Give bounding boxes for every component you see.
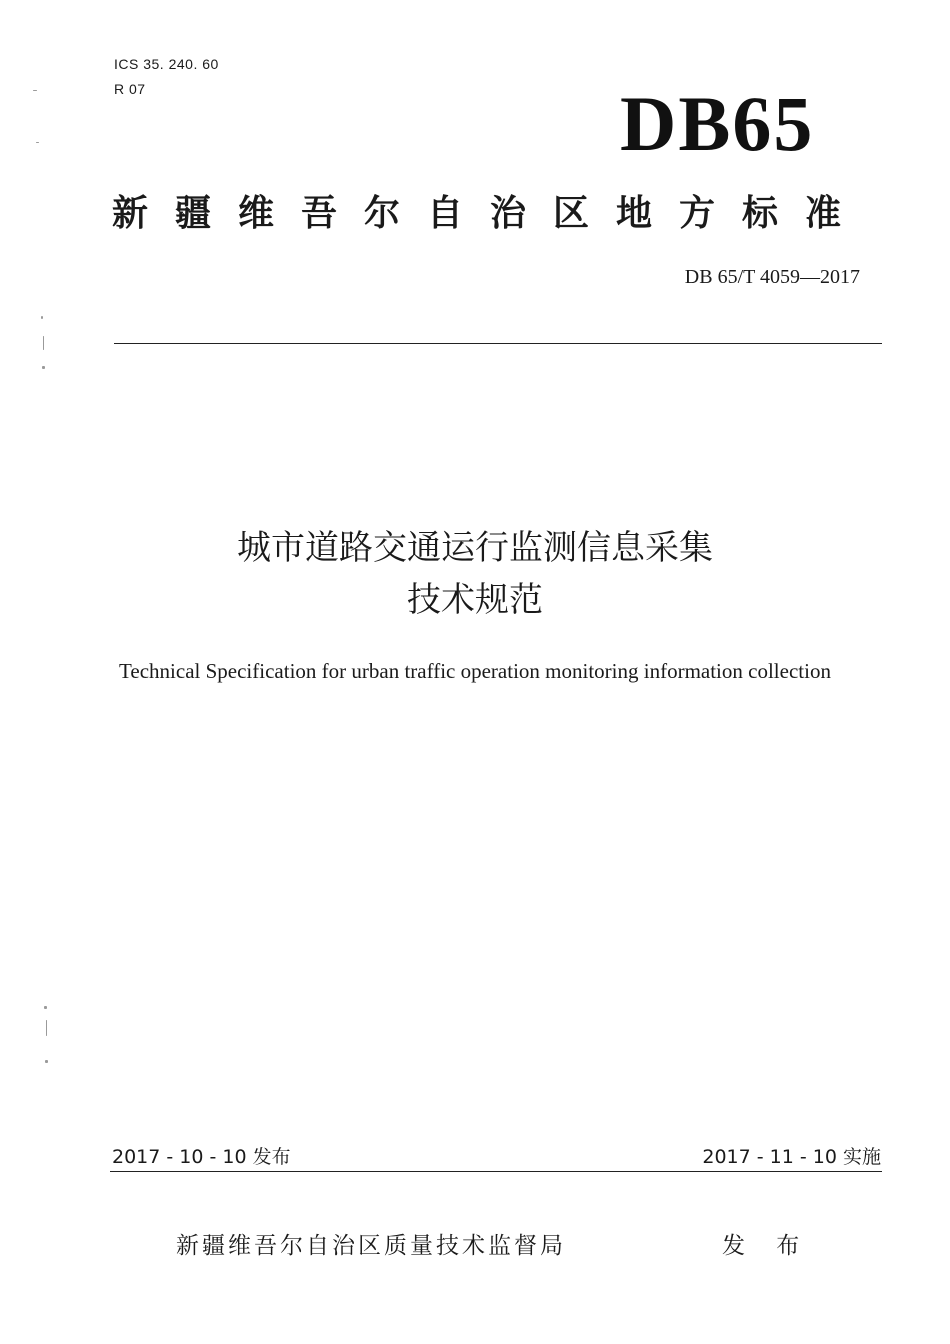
scan-mark: [41, 316, 43, 319]
title-cn-line2: 技术规范: [407, 580, 543, 620]
implementation-date: 2017 - 11 - 10 实施: [702, 1146, 881, 1168]
document-title-en: Technical Specification for urban traffic operation monitoring information collection: [119, 659, 831, 683]
issue-date: 2017 - 10 - 10 发布: [112, 1146, 291, 1168]
ics-code: ICS 35. 240. 60: [114, 56, 219, 72]
issued-label: 发 布: [722, 1233, 812, 1259]
scan-mark: [45, 1060, 48, 1063]
scan-mark: [36, 142, 39, 143]
scan-mark: [42, 366, 45, 369]
document-title-cn: [0, 522, 950, 626]
scan-mark: [44, 1006, 47, 1009]
scan-mark: [46, 1020, 47, 1036]
header-divider: [114, 343, 882, 344]
scan-mark: [43, 336, 44, 350]
standard-number: DB 65/T 4059—2017: [684, 266, 860, 288]
footer-divider: [110, 1171, 882, 1172]
db65-logo: DB65: [620, 80, 815, 167]
authority-title: 新疆维吾尔自治区地方标准: [112, 193, 869, 234]
category-code: R 07: [114, 81, 146, 97]
scan-mark: [33, 90, 37, 91]
issuing-authority: 新疆维吾尔自治区质量技术监督局: [176, 1233, 566, 1259]
title-cn-line1: 城市道路交通运行监测信息采集: [237, 528, 713, 568]
classification-codes: [114, 52, 219, 102]
